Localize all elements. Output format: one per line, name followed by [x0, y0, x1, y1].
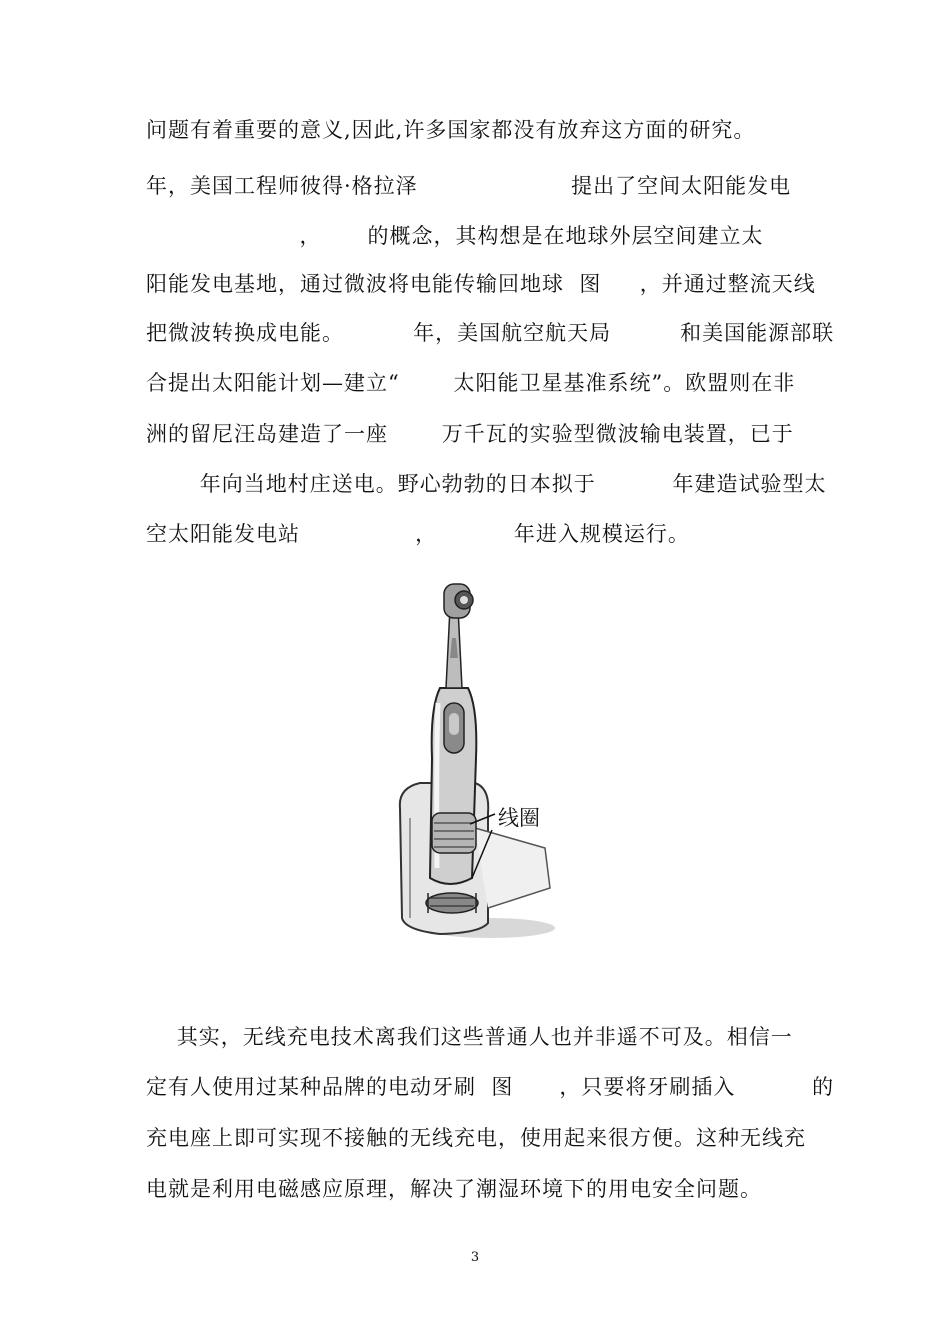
text-line: 问题有着重要的意义,因此,许多国家都没有放弃这方面的研究。	[146, 118, 756, 142]
coil-label: 线圈	[498, 806, 540, 830]
page-number: 3	[470, 1250, 480, 1265]
text-line: 合提出太阳能计划—建立“ 太阳能卫星基准系统”。欧盟则在非	[146, 371, 796, 395]
text-line: 阳能发电基地，通过微波将电能传输回地球 图 ，并通过整流天线	[146, 272, 816, 296]
text-line: ， 的概念，其构想是在地球外层空间建立太	[146, 224, 764, 248]
electric-toothbrush-figure	[380, 578, 560, 942]
text-line: 充电座上即可实现不接触的无线充电，使用起来很方便。这种无线充	[146, 1126, 806, 1150]
text-line: 年，美国工程师彼得·格拉泽 提出了空间太阳能发电	[146, 174, 792, 198]
text-line: 定有人使用过某种品牌的电动牙刷 图 ，只要将牙刷插入 的	[146, 1075, 835, 1099]
text-line: 电就是利用电磁感应原理，解决了潮湿环境下的用电安全问题。	[146, 1177, 762, 1201]
text-line: 洲的留尼汪岛建造了一座 万千瓦的实验型微波输电装置，已于	[146, 422, 794, 446]
electric-toothbrush-illustration	[380, 578, 560, 942]
text-line: 把微波转换成电能。 年，美国航空航天局 和美国能源部联	[146, 321, 835, 345]
text-line: 空太阳能发电站 ， 年进入规模运行。	[146, 522, 690, 546]
text-line: 年向当地村庄送电。野心勃勃的日本拟于 年建造试验型太	[146, 472, 827, 496]
text-line: 其实，无线充电技术离我们这些普通人也并非遥不可及。相信一	[146, 1025, 793, 1049]
